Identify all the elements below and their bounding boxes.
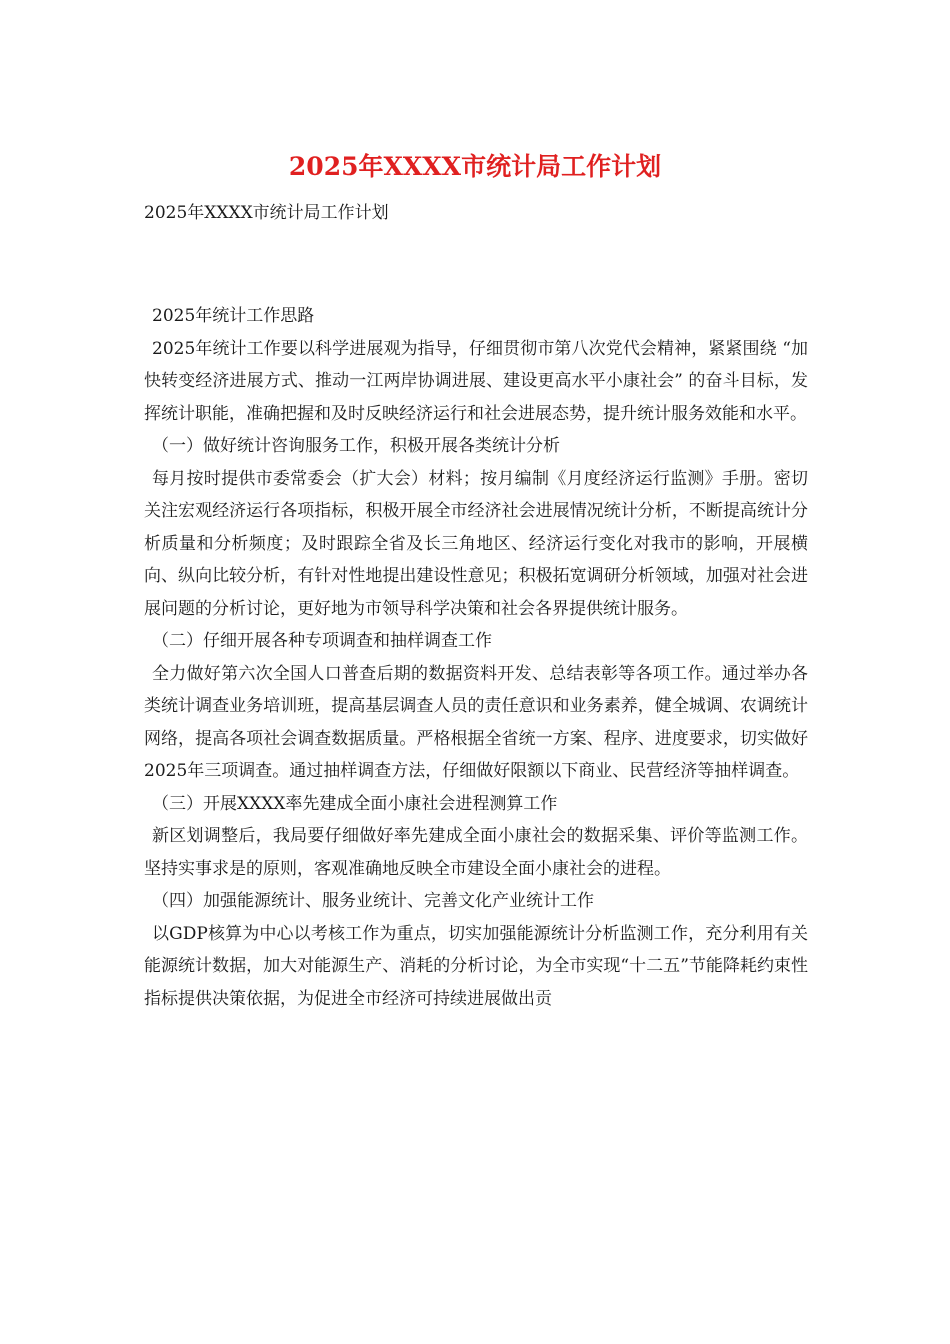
paragraph-work-ideas: 2025年统计工作要以科学进展观为指导，仔细贯彻市第八次党代会精神，紧紧围绕 “加快转变经济进展方式、推动一江两岸协调进展、建设更高水平小康社会” 的奋斗目标，发挥统计职能，准确把握和及时反映经济运行和社会进展态势，提升统计服务效能和水平。: [144, 338, 808, 424]
section-heading-xiaokang: （三）开展XXXX率先建成全面小康社会进程测算工作: [152, 793, 558, 814]
paragraph-consulting: 每月按时提供市委常委会（扩大会）材料；按月编制《月度经济运行监测》手册。密切关注宏观经济运行各项指标，积极开展全市经济社会进展情况统计分析，不断提高统计分析质量和分析频度；及时跟踪全省及长三角地区、经济运行变化对我市的影响，开展横向、纵向比较分析，有针对性地提出建设性意见；积极拓宽调研分析领域，加强对社会进展问题的分析讨论，更好地为市领导科学决策和社会各界提供统计服务。: [144, 468, 808, 619]
section-heading-consulting: （一）做好统计咨询服务工作，积极开展各类统计分析: [152, 436, 560, 456]
section-heading-work-ideas: 2025年统计工作思路: [152, 306, 315, 326]
paragraph-energy: 以GDP核算为中心以考核工作为重点，切实加强能源统计分析监测工作，充分利用有关能源统计数据，加大对能源生产、消耗的分析讨论，为全市实现“十二五”节能降耗约束性指标提供决策依据，为促进全市经济可持续进展做出贡: [144, 923, 808, 1009]
document-body: [144, 300, 808, 1015]
document-subtitle: 2025年XXXX市统计局工作计划: [144, 203, 389, 223]
paragraph-xiaokang: 新区划调整后，我局要仔细做好率先建成全面小康社会的数据采集、评价等监测工作。坚持实事求是的原则，客观准确地反映全市建设全面小康社会的进程。: [144, 826, 808, 879]
section-heading-energy: （四）加强能源统计、服务业统计、完善文化产业统计工作: [152, 891, 594, 911]
document-title: 2025年XXXX市统计局工作计划: [288, 152, 662, 181]
section-heading-surveys: （二）仔细开展各种专项调查和抽样调查工作: [152, 631, 492, 651]
paragraph-surveys: 全力做好第六次全国人口普查后期的数据资料开发、总结表彰等各项工作。通过举办各类统计调查业务培训班，提高基层调查人员的责任意识和业务素养，健全城调、农调统计网络，提高各项社会调查数据质量。严格根据全省统一方案、程序、进度要求，切实做好2025年三项调查。通过抽样调查方法，仔细做好限额以下商业、民营经济等抽样调查。: [144, 663, 808, 781]
